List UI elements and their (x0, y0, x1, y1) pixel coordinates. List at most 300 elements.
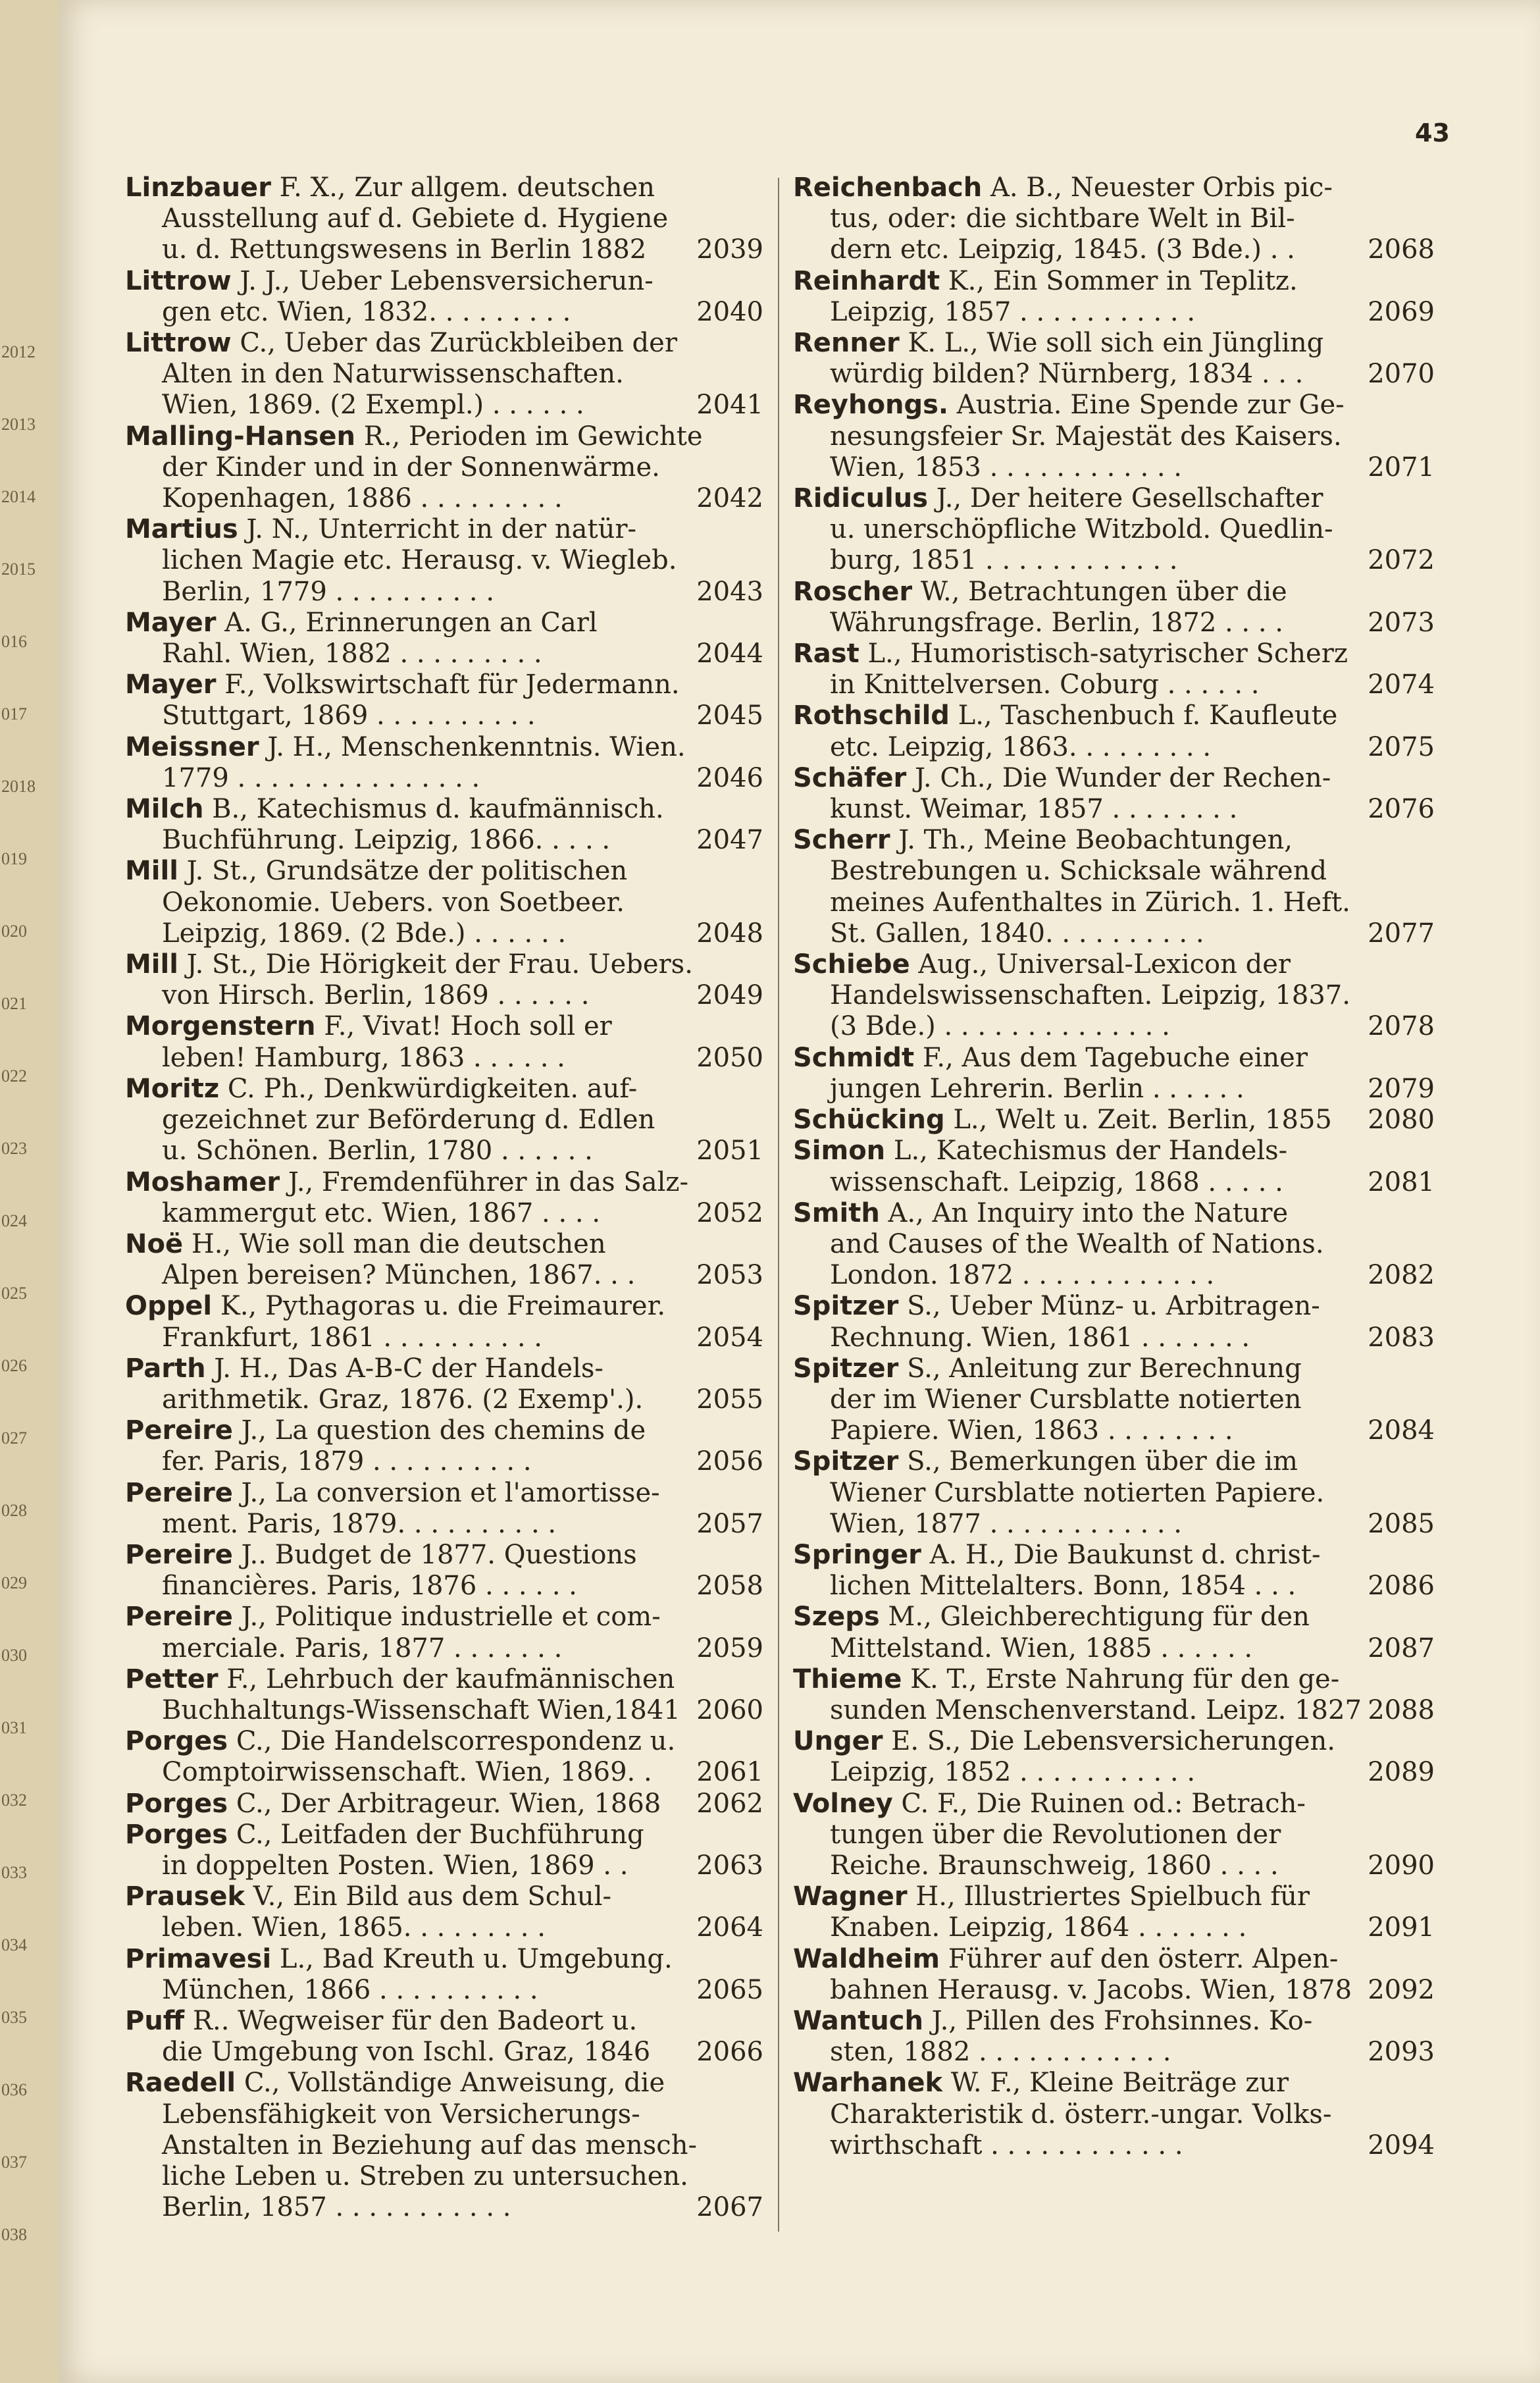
entry-text: etc. Leipzig, 1863. . . . . . . . . (830, 731, 1212, 762)
entry-line (793, 1975, 1435, 2006)
entry-text: Reiche. Braunschweig, 1860 . . . . (830, 1850, 1279, 1881)
catalog-entry (793, 1136, 1435, 1197)
entry-line (125, 1136, 763, 1166)
entry-author: Reichenbach (793, 172, 983, 203)
entry-line (793, 2130, 1435, 2161)
entry-text: H., Wie soll man die deutschen (191, 1228, 606, 1259)
entry-line (125, 856, 763, 887)
entry-number: 2071 (1364, 452, 1435, 483)
entry-line (793, 1353, 1435, 1384)
entry-text: kammergut etc. Wien, 1867 . . . . (162, 1197, 601, 1228)
entry-line (125, 203, 763, 234)
entry-line (125, 1198, 763, 1229)
entry-line (793, 452, 1435, 483)
entry-line (793, 1074, 1435, 1105)
entry-text: ment. Paris, 1879. . . . . . . . . . (162, 1508, 557, 1539)
entry-text: Wien, 1869. (2 Exempl.) . . . . . . (162, 390, 584, 421)
entry-line (793, 1478, 1435, 1509)
catalog-entry (793, 1446, 1435, 1540)
entry-text: Buchführung. Leipzig, 1866. . . . . (162, 825, 611, 856)
entry-number: 2070 (1364, 359, 1435, 390)
catalog-entry (125, 514, 763, 608)
catalog-entry (125, 1415, 763, 1477)
entry-text: Wien, 1877 . . . . . . . . . . . . (830, 1508, 1183, 1539)
entry-line (793, 1260, 1435, 1291)
entry-line (793, 1664, 1435, 1695)
entry-line (125, 2192, 763, 2223)
entry-line (125, 1384, 763, 1415)
entry-line (125, 949, 763, 980)
entry-text: J., Pillen des Frohsinnes. Ko- (931, 2005, 1313, 2036)
catalog-entry (125, 949, 763, 1011)
entry-line (793, 856, 1435, 887)
entry-author: Ridiculus (793, 483, 929, 514)
entry-line (125, 1571, 763, 1602)
entry-line (125, 1478, 763, 1509)
entry-text: M., Gleichberechtigung für den (888, 1602, 1310, 1633)
entry-number: 2074 (1364, 669, 1435, 700)
entry-line (125, 1260, 763, 1291)
catalog-entry (125, 1353, 763, 1415)
entry-number: 2059 (692, 1633, 763, 1664)
entry-text: Knaben. Leipzig, 1864 . . . . . . . (830, 1912, 1247, 1943)
entry-text: Alpen bereisen? München, 1867. . . (162, 1260, 636, 1291)
entry-text: R.. Wegweiser für den Badeort u. (192, 2005, 638, 2036)
entry-text: Währungsfrage. Berlin, 1872 . . . . (830, 607, 1283, 638)
entry-number: 2064 (692, 1912, 763, 1943)
entry-text: Führer auf den österr. Alpen- (948, 1943, 1339, 1974)
column-divider (778, 178, 779, 2232)
entry-text: J. St., Grundsätze der politischen (186, 856, 628, 887)
entry-line (125, 514, 763, 545)
catalog-entry (793, 1540, 1435, 1602)
catalog-entry (793, 390, 1435, 483)
entry-line (125, 1789, 763, 1820)
edge-number: 035 (1, 2008, 27, 2027)
entry-line (793, 1384, 1435, 1415)
entry-line (793, 1043, 1435, 1074)
catalog-entry (793, 639, 1435, 700)
entry-text: Berlin, 1779 . . . . . . . . . . (162, 576, 495, 607)
entry-text: von Hirsch. Berlin, 1869 . . . . . . (162, 980, 590, 1011)
entry-text: F., Vivat! Hoch soll er (324, 1011, 612, 1042)
catalog-entry (793, 577, 1435, 639)
catalog-entry (125, 1789, 763, 1820)
entry-line (793, 1198, 1435, 1229)
entry-text: L., Humoristisch-satyrischer Scherz (867, 639, 1348, 669)
entry-line (125, 483, 763, 514)
entry-line (125, 1633, 763, 1664)
entry-number: 2044 (692, 639, 763, 669)
edge-number: 2018 (1, 777, 36, 796)
entry-text: in doppelten Posten. Wien, 1869 . . (162, 1850, 629, 1881)
catalog-entry (793, 763, 1435, 825)
entry-text: Lebensfähigkeit von Versicherungs- (162, 2099, 640, 2130)
catalog-entry (125, 1664, 763, 1726)
entry-line (125, 1043, 763, 1074)
entry-author: Mill (125, 949, 178, 980)
entry-number: 2079 (1364, 1074, 1435, 1105)
entry-author: Mayer (125, 607, 217, 638)
entry-text: nesungsfeier Sr. Majestät des Kaisers. (830, 421, 1342, 452)
catalog-entry (793, 172, 1435, 266)
entry-line (793, 1912, 1435, 1943)
entry-line (125, 2006, 763, 2037)
entry-text: gezeichnet zur Beförderung d. Edlen (162, 1105, 655, 1136)
entry-line (125, 1695, 763, 1726)
entry-line (793, 421, 1435, 452)
entry-text: L., Taschenbuch f. Kaufleute (958, 700, 1338, 731)
entry-text: tungen über die Revolutionen der (830, 1819, 1281, 1850)
entry-number: 2078 (1364, 1011, 1435, 1042)
entry-text: F., Volkswirtschaft für Jedermann. (224, 669, 680, 700)
entry-text: in Knittelversen. Coburg . . . . . . (830, 669, 1260, 700)
entry-number: 2047 (692, 825, 763, 856)
entry-number: 2056 (692, 1446, 763, 1477)
entry-line (793, 918, 1435, 949)
edge-number: 022 (1, 1066, 27, 1086)
facing-page-edge (0, 0, 61, 2383)
entry-author: Reinhardt (793, 265, 940, 296)
entry-author: Rothschild (793, 700, 950, 731)
entry-line (125, 1540, 763, 1571)
entry-line (793, 2099, 1435, 2130)
entry-line (125, 2068, 763, 2099)
entry-line (793, 639, 1435, 669)
entry-line (125, 1757, 763, 1788)
entry-text: Kopenhagen, 1886 . . . . . . . . . (162, 483, 563, 514)
entry-line (125, 421, 763, 452)
entry-author: Porges (125, 1819, 228, 1850)
entry-author: Pereire (125, 1415, 233, 1446)
entry-line (125, 266, 763, 297)
entry-line (793, 266, 1435, 297)
entry-text: dern etc. Leipzig, 1845. (3 Bde.) . . (830, 234, 1295, 265)
entry-text: die Umgebung von Ischl. Graz, 1846 (162, 2037, 651, 2068)
entry-number: 2093 (1364, 2037, 1435, 2068)
entry-text: Leipzig, 1869. (2 Bde.) . . . . . . (162, 918, 567, 949)
entry-author: Spitzer (793, 1291, 899, 1322)
entry-line (125, 732, 763, 763)
entry-line (793, 1757, 1435, 1788)
catalog-entry (793, 1881, 1435, 1943)
entry-author: Prausek (125, 1881, 245, 1912)
entry-text: der Kinder und in der Sonnenwärme. (162, 452, 660, 483)
catalog-entry (125, 794, 763, 856)
edge-number: 016 (1, 632, 27, 651)
entry-line (793, 1167, 1435, 1198)
entry-number: 2042 (692, 483, 763, 514)
entry-text: sten, 1882 . . . . . . . . . . . . (830, 2037, 1171, 2068)
entry-number: 2080 (1364, 1105, 1435, 1136)
entry-author: Szeps (793, 1602, 880, 1633)
entry-number: 2068 (1364, 234, 1435, 265)
entry-line (793, 1571, 1435, 1602)
entry-text: C., Die Handelscorrespondenz u. (236, 1726, 676, 1757)
entry-line (125, 577, 763, 608)
entry-number: 2046 (692, 763, 763, 794)
edge-number: 033 (1, 1863, 27, 1882)
entry-line (793, 2006, 1435, 2037)
entry-text: St. Gallen, 1840. . . . . . . . . . (830, 918, 1204, 949)
catalog-entry (125, 669, 763, 731)
entry-text: Oekonomie. Uebers. von Soetbeer. (162, 887, 625, 918)
entry-text: Berlin, 1857 . . . . . . . . . . . (162, 2192, 511, 2223)
entry-text: (3 Bde.) . . . . . . . . . . . . . . (830, 1011, 1170, 1042)
entry-line (793, 234, 1435, 265)
catalog-entry (125, 172, 763, 266)
edge-number: 2012 (1, 342, 36, 361)
entry-number: 2083 (1364, 1322, 1435, 1353)
entry-author: Springer (793, 1539, 921, 1570)
catalog-entry (125, 1478, 763, 1540)
entry-line (793, 1881, 1435, 1912)
entry-text: merciale. Paris, 1877 . . . . . . . (162, 1633, 563, 1663)
entry-line (125, 1664, 763, 1695)
catalog-entry (793, 1353, 1435, 1447)
entry-text: Wien, 1853 . . . . . . . . . . . . (830, 452, 1183, 483)
entry-line (125, 980, 763, 1011)
entry-number: 2089 (1364, 1757, 1435, 1788)
entry-text: S., Ueber Münz- u. Arbitragen- (907, 1291, 1320, 1322)
entry-text: Rahl. Wien, 1882 . . . . . . . . . (162, 639, 542, 669)
entry-text: H., Illustriertes Spielbuch für (915, 1881, 1310, 1912)
entry-text: München, 1866 . . . . . . . . . . (162, 1974, 538, 2005)
entry-author: Mayer (125, 669, 217, 700)
catalog-entry (793, 1664, 1435, 1726)
entry-text: Comptoirwissenschaft. Wien, 1869. . (162, 1757, 652, 1788)
entry-line (125, 1820, 763, 1850)
catalog-entry (125, 1602, 763, 1663)
catalog-entry (125, 1291, 763, 1353)
catalog-entry (125, 421, 763, 515)
entry-line (125, 1353, 763, 1384)
left-column (125, 172, 763, 2223)
entry-line (793, 887, 1435, 918)
entry-number: 2051 (692, 1136, 763, 1166)
entry-line (125, 390, 763, 421)
entry-text: V., Ein Bild aus dem Schul- (253, 1881, 611, 1912)
catalog-entry (793, 328, 1435, 390)
entry-text: Ausstellung auf d. Gebiete d. Hygiene (162, 203, 669, 234)
entry-text: J. J., Ueber Lebensversicherun- (240, 265, 654, 296)
entry-text: S., Anleitung zur Berechnung (907, 1353, 1302, 1384)
entry-text: leben. Wien, 1865. . . . . . . . . (162, 1912, 546, 1943)
entry-author: Reyhongs. (793, 390, 949, 421)
entry-text: J., Fremdenführer in das Salz- (288, 1166, 688, 1197)
entry-number: 2087 (1364, 1633, 1435, 1664)
entry-text: J., La question des chemins de (241, 1415, 646, 1446)
entry-text: Leipzig, 1857 . . . . . . . . . . . (830, 296, 1196, 327)
entry-text: liche Leben u. Streben zu untersuchen. (162, 2161, 688, 2191)
entry-author: Smith (793, 1197, 880, 1228)
entry-number: 2048 (692, 918, 763, 949)
entry-line (793, 1509, 1435, 1540)
entry-author: Schäfer (793, 762, 907, 793)
entry-line (793, 1415, 1435, 1446)
entry-line (793, 203, 1435, 234)
catalog-entry (125, 1820, 763, 1881)
catalog-entry (125, 2006, 763, 2068)
entry-line (125, 1229, 763, 1260)
entry-author: Spitzer (793, 1353, 899, 1384)
catalog-entry (125, 856, 763, 949)
entry-text: E. S., Die Lebensversicherungen. (891, 1726, 1335, 1757)
entry-number: 2058 (692, 1571, 763, 1602)
entry-text: wirthschaft . . . . . . . . . . . . (830, 2130, 1183, 2160)
entry-text: J. H., Menschenkenntnis. Wien. (267, 731, 686, 762)
entry-text: Anstalten in Beziehung auf das mensch- (162, 2130, 697, 2160)
entry-text: J. Th., Meine Beobachtungen, (898, 825, 1293, 856)
catalog-entry (793, 1789, 1435, 1882)
entry-line (125, 172, 763, 203)
entry-text: Frankfurt, 1861 . . . . . . . . . . (162, 1322, 543, 1353)
entry-author: Waldheim (793, 1943, 940, 1974)
entry-number: 2094 (1364, 2130, 1435, 2161)
entry-line (793, 577, 1435, 608)
entry-number: 2076 (1364, 794, 1435, 825)
catalog-entry (793, 1105, 1435, 1136)
entry-line (125, 1944, 763, 1975)
edge-number: 017 (1, 704, 27, 723)
catalog-entry (125, 1881, 763, 1943)
entry-text: K. L., Wie soll sich ein Jüngling (908, 328, 1324, 359)
entry-author: Malling-Hansen (125, 421, 355, 452)
entry-author: Schücking (793, 1105, 945, 1136)
entry-line (125, 2130, 763, 2161)
entry-line (793, 483, 1435, 514)
entry-author: Morgenstern (125, 1011, 316, 1042)
entry-text: A., An Inquiry into the Nature (888, 1197, 1289, 1228)
entry-text: J. Ch., Die Wunder der Rechen- (914, 762, 1331, 793)
entry-line (793, 359, 1435, 390)
entry-number: 2065 (692, 1975, 763, 2006)
entry-author: Schmidt (793, 1042, 915, 1073)
entry-line (793, 608, 1435, 639)
entry-line (793, 825, 1435, 856)
edge-number: 034 (1, 1935, 27, 1954)
entry-text: Austria. Eine Spende zur Ge- (956, 390, 1345, 421)
entry-line (125, 1074, 763, 1105)
entry-author: Thieme (793, 1663, 902, 1694)
entry-text: J., La conversion et l'amortisse- (241, 1477, 660, 1508)
entry-number: 2049 (692, 980, 763, 1011)
entry-text: wissenschaft. Leipzig, 1868 . . . . . (830, 1166, 1283, 1197)
entry-line (793, 1602, 1435, 1633)
entry-text: kunst. Weimar, 1857 . . . . . . . . (830, 794, 1238, 825)
entry-line (793, 1446, 1435, 1477)
entry-line (793, 328, 1435, 359)
entry-text: K., Ein Sommer in Teplitz. (948, 265, 1298, 296)
entry-line (793, 297, 1435, 328)
entry-author: Raedell (125, 2068, 236, 2099)
entry-text: Leipzig, 1852 . . . . . . . . . . . (830, 1757, 1196, 1788)
entry-number: 2069 (1364, 297, 1435, 328)
catalog-entry (125, 608, 763, 669)
entry-number: 2055 (692, 1384, 763, 1415)
entry-line (125, 1322, 763, 1353)
entry-text: W. F., Kleine Beiträge zur (950, 2068, 1289, 2099)
entry-author: Spitzer (793, 1446, 899, 1477)
edge-number: 024 (1, 1211, 27, 1230)
entry-text: tus, oder: die sichtbare Welt in Bil- (830, 203, 1295, 234)
entry-number: 2075 (1364, 732, 1435, 763)
entry-line (793, 1136, 1435, 1166)
entry-text: A. H., Die Baukunst d. christ- (929, 1539, 1321, 1570)
catalog-entry (125, 1726, 763, 1788)
entry-number: 2045 (692, 700, 763, 731)
entry-text: B., Katechismus d. kaufmännisch. (212, 794, 664, 825)
entry-text: A. G., Erinnerungen an Carl (224, 607, 598, 638)
entry-text: F., Aus dem Tagebuche einer (922, 1042, 1308, 1073)
catalog-entry (793, 483, 1435, 577)
edge-number: 030 (1, 1646, 27, 1665)
catalog-entry (793, 266, 1435, 328)
entry-line (793, 545, 1435, 576)
entry-text: London. 1872 . . . . . . . . . . . . (830, 1260, 1215, 1291)
entry-line (125, 452, 763, 483)
entry-author: Porges (125, 1788, 228, 1819)
edge-number: 031 (1, 1718, 27, 1737)
entry-text: Handelswissenschaften. Leipzig, 1837. (830, 980, 1350, 1011)
entry-line (793, 514, 1435, 545)
entry-author: Simon (793, 1136, 886, 1166)
entry-line (793, 1850, 1435, 1881)
entry-text: C., Ueber das Zurückbleiben der (240, 328, 677, 359)
entry-text: L., Bad Kreuth u. Umgebung. (279, 1943, 673, 1974)
catalog-entry (125, 1229, 763, 1291)
entry-text: A. B., Neuester Orbis pic- (990, 172, 1333, 203)
entry-line (793, 980, 1435, 1011)
entry-line (793, 390, 1435, 421)
entry-text: leben! Hamburg, 1863 . . . . . . (162, 1042, 565, 1073)
catalog-entry (125, 1011, 763, 1073)
entry-line (793, 1726, 1435, 1757)
entry-text: K., Pythagoras u. die Freimaurer. (220, 1291, 666, 1322)
edge-number: 2014 (1, 487, 36, 506)
entry-line (125, 2161, 763, 2192)
catalog-entry (793, 1602, 1435, 1663)
entry-line (125, 1105, 763, 1136)
entry-text: J. N., Unterricht in der natür- (246, 514, 636, 545)
edge-number: 037 (1, 2153, 27, 2172)
entry-line (793, 669, 1435, 700)
entry-author: Littrow (125, 265, 232, 296)
edge-number: 021 (1, 994, 27, 1013)
catalog-entry (125, 328, 763, 421)
entry-line (125, 1446, 763, 1477)
entry-text: J., Politique industrielle et com- (241, 1602, 661, 1633)
catalog-entry (793, 1198, 1435, 1292)
entry-author: Pereire (125, 1602, 233, 1633)
entry-number: 2067 (692, 2192, 763, 2223)
entry-number: 2077 (1364, 918, 1435, 949)
entry-number: 2091 (1364, 1912, 1435, 1943)
entry-text: Aug., Universal-Lexicon der (918, 949, 1291, 980)
catalog-entry (125, 1167, 763, 1229)
entry-text: u. unerschöpfliche Witzbold. Quedlin- (830, 514, 1333, 545)
entry-line (125, 2099, 763, 2130)
catalog-entry (125, 1074, 763, 1167)
entry-text: arithmetik. Graz, 1876. (2 Exemp'.). (162, 1384, 644, 1415)
entry-number: 2043 (692, 577, 763, 608)
entry-number: 2088 (1364, 1695, 1435, 1726)
entry-line (125, 1509, 763, 1540)
entry-number: 2090 (1364, 1850, 1435, 1881)
entry-line (793, 763, 1435, 794)
entry-author: Wagner (793, 1881, 908, 1912)
entry-text: lichen Magie etc. Herausg. v. Wiegleb. (162, 545, 677, 576)
